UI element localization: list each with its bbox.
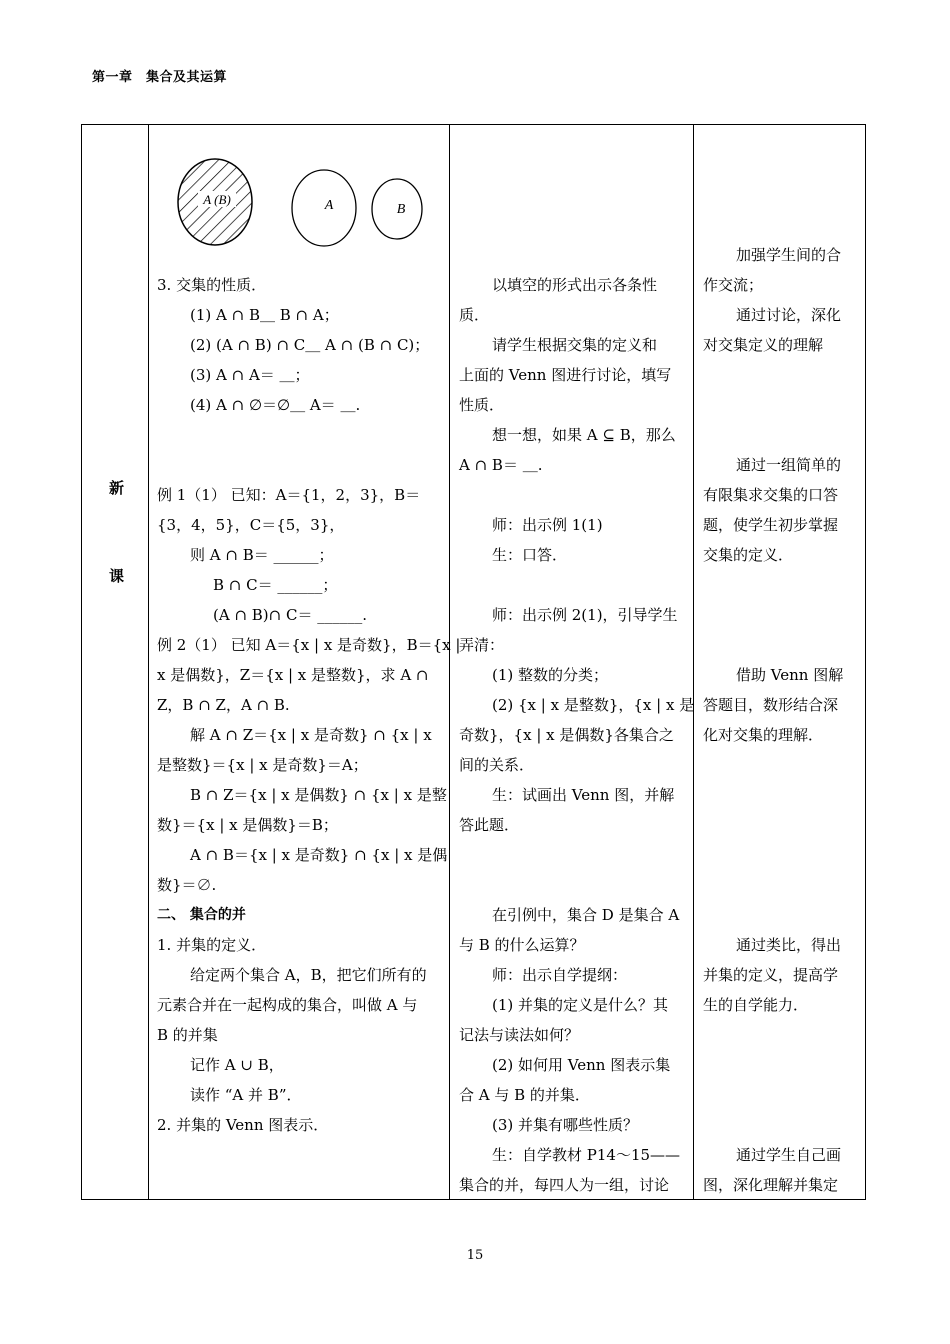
purpose-line: 作交流；	[703, 276, 764, 294]
content-line: (2) (A ∩ B) ∩ C＿ A ∩ (B ∩ C)；	[190, 336, 430, 354]
content-line: (1) A ∩ B＿ B ∩ A；	[190, 306, 339, 324]
solution-line: A ∩ B＝{x | x 是奇数} ∩ {x | x 是偶	[190, 846, 448, 864]
purpose-line	[703, 900, 865, 930]
purpose-line: 并集的定义，提高学	[703, 966, 839, 984]
purpose-line: 加强学生间的合	[736, 246, 842, 264]
activity-line: 奇数}，{x | x 是偶数}各集合之	[459, 726, 674, 744]
content-line: 读作 “A 并 B”．	[190, 1086, 302, 1104]
activity-line: 请学生根据交集的定义和	[492, 336, 658, 354]
activity-line: 生：口答．	[492, 546, 568, 564]
activity-line: 合 A 与 B 的并集．	[459, 1086, 590, 1104]
purpose-line	[703, 750, 865, 780]
purpose-line	[703, 360, 865, 390]
activity-line	[459, 840, 691, 870]
activity-line: 师：出示例 1(1)	[492, 516, 603, 534]
content-line: 元素合并在一起构成的集合，叫做 A 与	[157, 996, 418, 1014]
purpose-line: 答题目，数形结合深	[703, 696, 839, 714]
example-2-line: Z，B ∩ Z，A ∩ B.	[157, 696, 290, 714]
purpose-line: 生的自学能力．	[703, 996, 809, 1014]
example-1-line: (A ∩ B)∩ C＝ ______.	[213, 606, 368, 624]
activity-line	[459, 870, 691, 900]
purpose-line: 图，深化理解并集定	[703, 1176, 839, 1194]
chapter-header: 第一章 集合及其运算	[92, 70, 228, 85]
content-line	[157, 450, 447, 480]
activity-line: 师：出示自学提纲：	[492, 966, 628, 984]
content-column	[157, 270, 461, 1140]
content-line: B 的并集	[157, 1026, 218, 1044]
purpose-line	[703, 390, 865, 420]
activity-line: 师：出示例 2(1)，引导学生	[492, 606, 678, 624]
purpose-line: 化对交集的理解．	[703, 726, 824, 744]
activity-line: A ∩ B＝ ＿.	[459, 456, 543, 474]
purpose-line	[703, 810, 865, 840]
content-line: 1. 并集的定义．	[157, 936, 267, 954]
activity-line: 以填空的形式出示各条性	[492, 276, 658, 294]
lesson-table	[81, 124, 866, 1200]
side-label-ke: 课	[109, 567, 125, 585]
example-1-line: 例 1（1） 已知：A＝{1，2，3}，B＝	[157, 486, 421, 504]
purpose-line: 通过讨论，深化	[736, 306, 842, 324]
content-line: (4) A ∩ ∅＝∅＿ A＝ ＿.	[190, 396, 361, 414]
activity-line: 弄清：	[459, 636, 505, 654]
column-divider	[693, 125, 694, 1199]
activity-line: 集合的并，每四人为一组，讨论	[459, 1176, 670, 1194]
activity-line: 生：试画出 Venn 图，并解	[492, 786, 675, 804]
side-label-xin: 新	[109, 479, 125, 497]
content-line: 记作 A ∪ B，	[190, 1056, 284, 1074]
activity-line: (1) 整数的分类；	[492, 666, 609, 684]
activity-line: 间的关系．	[459, 756, 535, 774]
solution-line: 解 A ∩ Z＝{x | x 是奇数} ∩ {x | x	[190, 726, 432, 744]
example-1-line: {3，4，5}，C＝{5，3}，	[157, 516, 345, 534]
purpose-line	[703, 1050, 865, 1080]
purpose-line: 通过类比，得出	[736, 936, 842, 954]
venn-diagrams	[172, 155, 432, 255]
activity-line: 在引例中，集合 D 是集合 A	[492, 906, 680, 924]
purpose-line	[703, 870, 865, 900]
activity-line: 生：自学教材 P14～15——	[492, 1146, 681, 1164]
venn-label-ab: A (B)	[203, 192, 231, 207]
activity-line: 上面的 Venn 图进行讨论，填写	[459, 366, 672, 384]
purpose-line: 借助 Venn 图解	[736, 666, 844, 684]
content-line: (3) A ∩ A＝ ＿；	[190, 366, 310, 384]
activity-line: 性质．	[459, 396, 505, 414]
example-1-line: B ∩ C＝ ______；	[213, 576, 338, 594]
activity-line	[459, 570, 691, 600]
purpose-column	[703, 240, 865, 1200]
purpose-line: 有限集求交集的口答	[703, 486, 839, 504]
activity-line: (2) 如何用 Venn 图表示集	[492, 1056, 671, 1074]
solution-line: 是整数}＝{x | x 是奇数}＝A；	[157, 756, 368, 774]
section-heading-union: 二、 集合的并	[157, 907, 246, 923]
solution-line: 数}＝∅.	[157, 876, 217, 894]
purpose-line	[703, 570, 865, 600]
purpose-line	[703, 420, 865, 450]
purpose-line	[703, 600, 865, 630]
purpose-line	[703, 840, 865, 870]
activity-line: 记法与读法如何？	[459, 1026, 580, 1044]
example-2-line: x 是偶数}，Z＝{x | x 是整数}，求 A ∩	[157, 666, 429, 684]
purpose-line: 对交集定义的理解	[703, 336, 824, 354]
content-line: 2. 并集的 Venn 图表示．	[157, 1116, 329, 1134]
content-line: 3. 交集的性质．	[157, 276, 267, 294]
activity-line	[459, 480, 691, 510]
activity-line: 想一想，如果 A ⊆ B，那么	[492, 426, 676, 444]
activity-column	[459, 270, 695, 1200]
activity-line: 与 B 的什么运算？	[459, 936, 585, 954]
purpose-line	[703, 1080, 865, 1110]
column-divider	[148, 125, 149, 1199]
purpose-line	[703, 1020, 865, 1050]
activity-line: (1) 并集的定义是什么？其	[492, 996, 669, 1014]
purpose-line	[703, 1110, 865, 1140]
venn-label-a: A	[324, 198, 334, 213]
example-2-line: 例 2（1） 已知 A＝{x | x 是奇数}，B＝{x |	[157, 636, 461, 654]
example-1-line: 则 A ∩ B＝ ______；	[190, 546, 334, 564]
venn-label-b: B	[396, 202, 406, 217]
purpose-line: 通过一组简单的	[736, 456, 842, 474]
purpose-line	[703, 630, 865, 660]
page-number: 15	[466, 1248, 484, 1263]
purpose-line: 题，使学生初步掌握	[703, 516, 839, 534]
purpose-line	[703, 780, 865, 810]
activity-line: 答此题．	[459, 816, 520, 834]
activity-line: 质．	[459, 306, 490, 324]
solution-line: B ∩ Z＝{x | x 是偶数} ∩ {x | x 是整	[190, 786, 447, 804]
activity-line: (2) {x | x 是整数}，{x | x 是	[492, 696, 695, 714]
column-divider	[449, 125, 450, 1199]
activity-line: (3) 并集有哪些性质？	[492, 1116, 639, 1134]
purpose-line: 交集的定义．	[703, 546, 794, 564]
purpose-line: 通过学生自己画	[736, 1146, 842, 1164]
solution-line: 数}＝{x | x 是偶数}＝B；	[157, 816, 338, 834]
content-line	[157, 420, 447, 450]
content-line: 给定两个集合 A，B，把它们所有的	[190, 966, 427, 984]
